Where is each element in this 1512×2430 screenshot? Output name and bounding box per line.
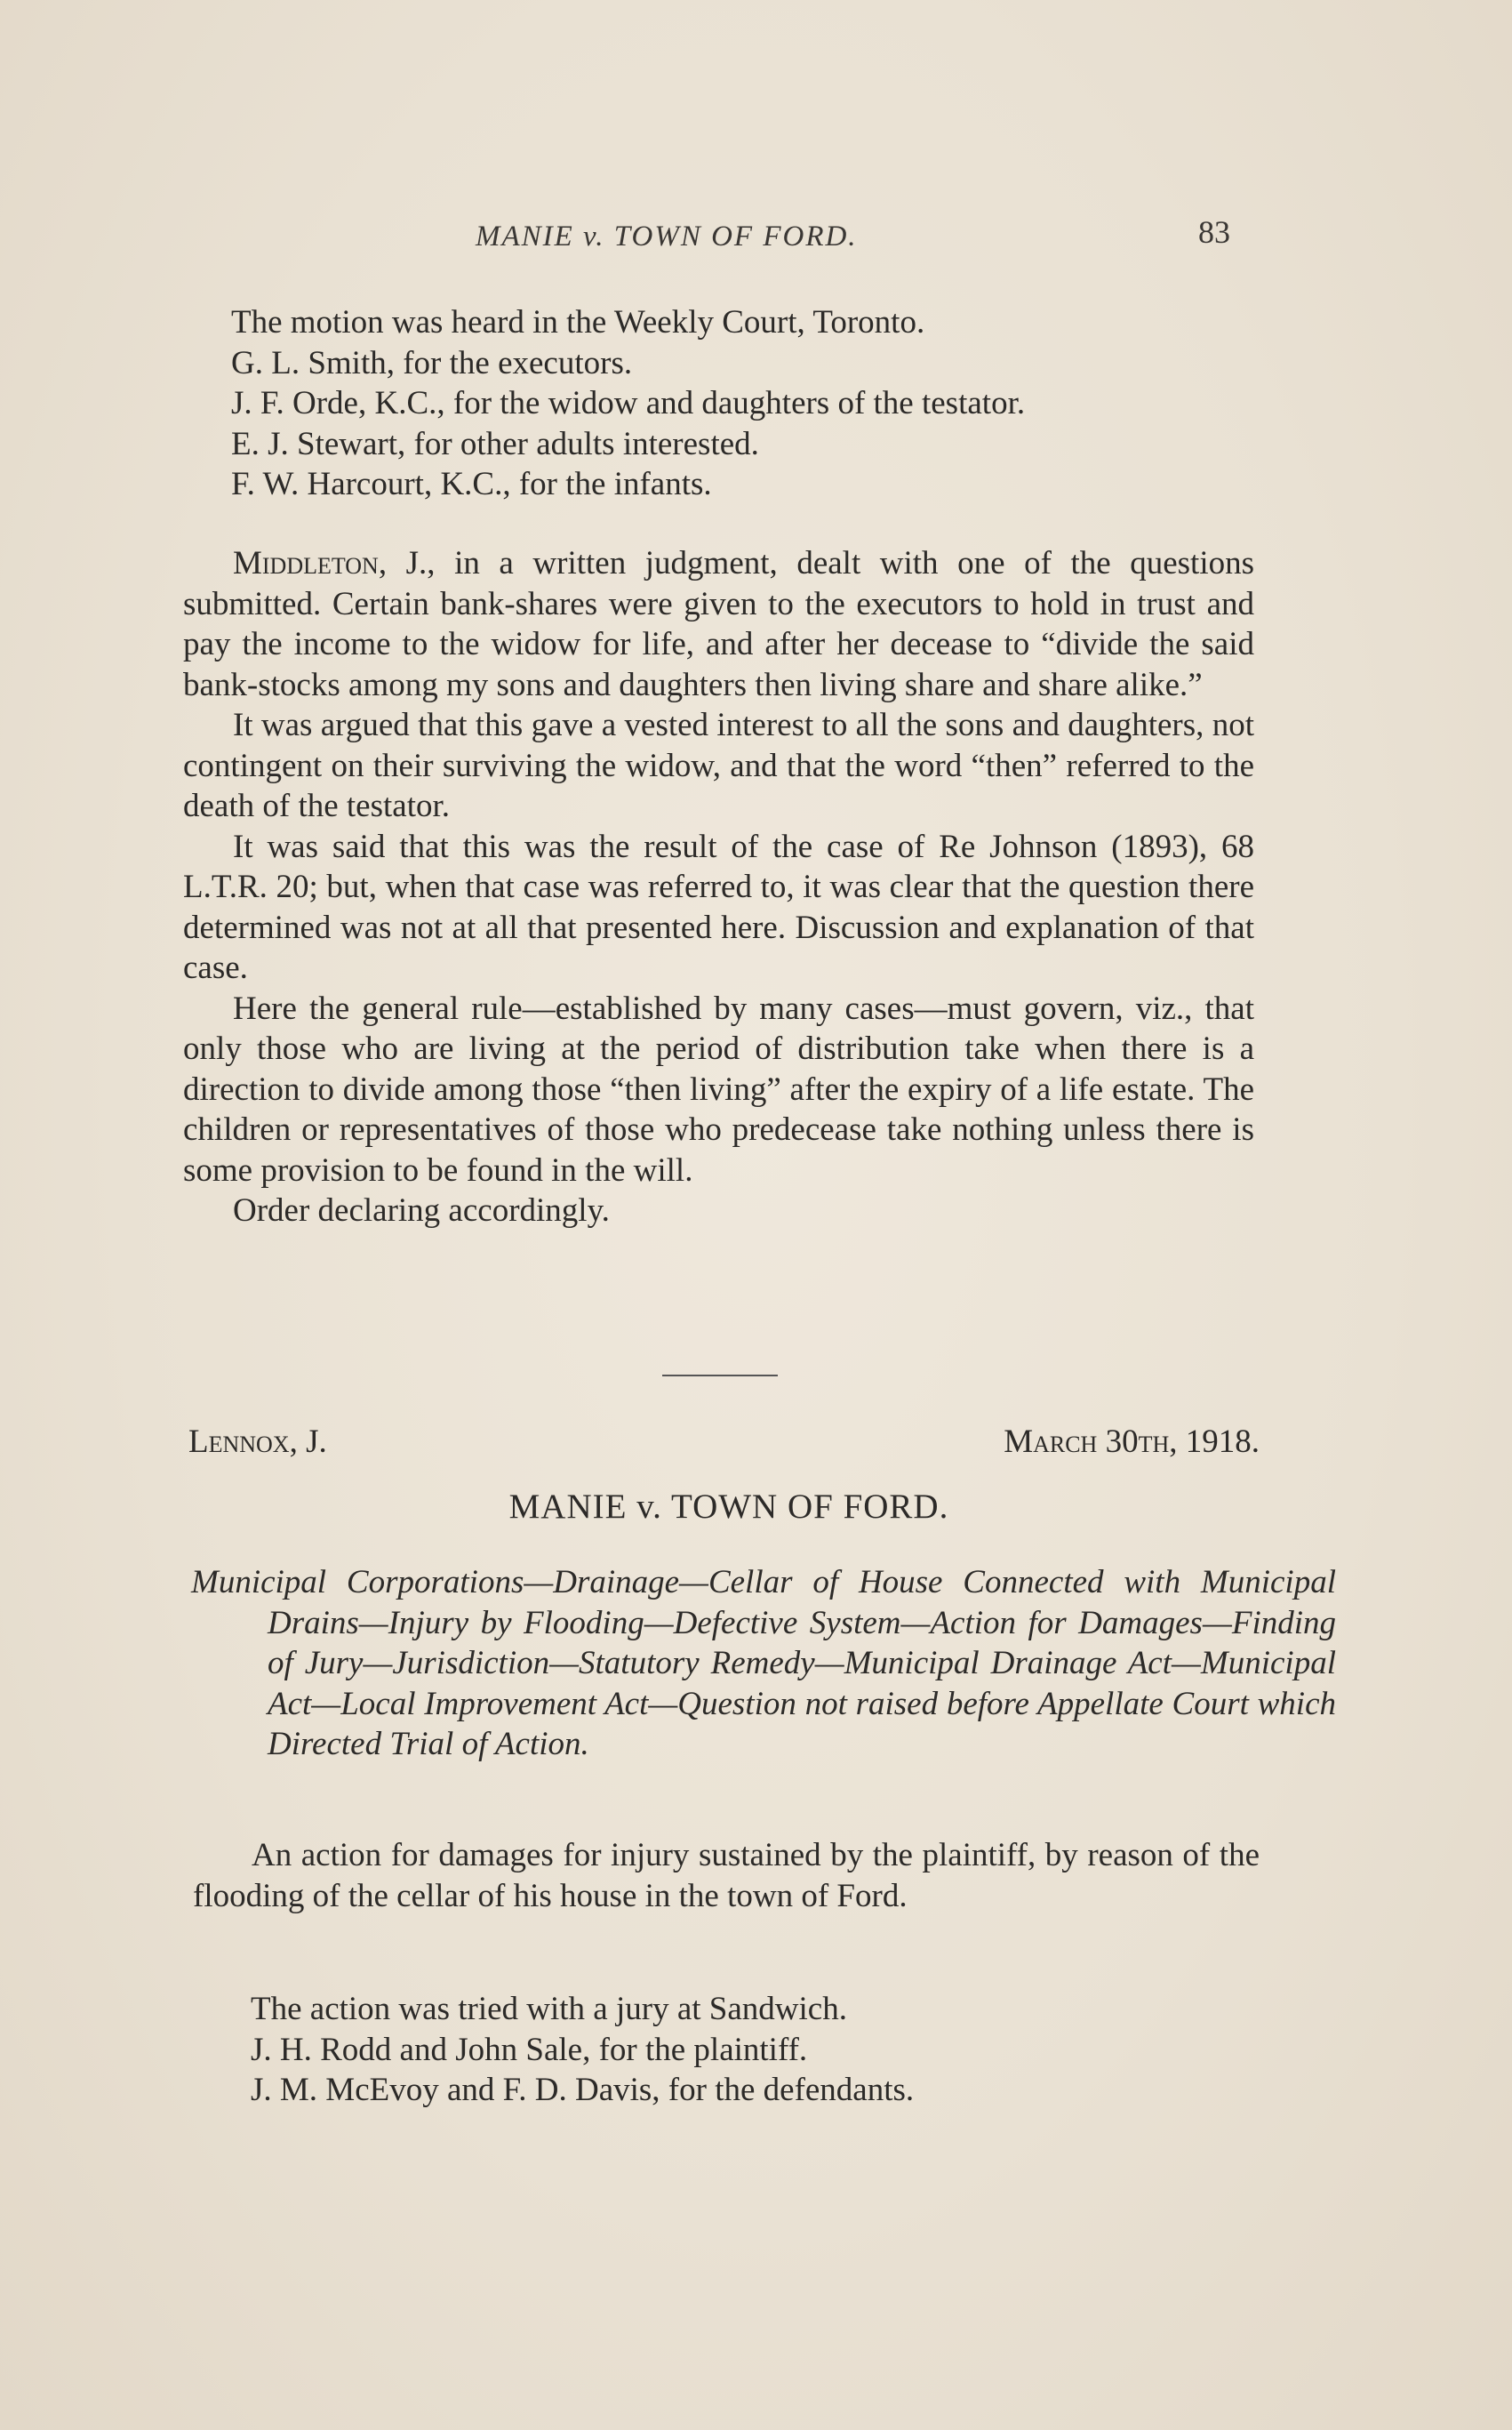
page-number: 83	[1198, 214, 1230, 250]
judgment-paragraph: Middleton, J., in a written judgment, dealt with one of the questions submitted. Certain bank-shares were given to the executors to hold in trust and pay the income to the widow for life, and after her decease to “divide the said bank-stocks among my sons and daughters then living share and share alike.”	[183, 545, 1254, 703]
judgment-paragraph: Here the general rule—established by many cases—must govern, viz., that only those who are living at the period of distribution take when there is a direction to divide among those “then living” after the expiry of a life estate. The children or representatives of those who predecease take nothing unless there is some provision to be found in the will.	[183, 990, 1254, 1189]
judgment-paragraph: It was argued that this gave a vested interest to all the sons and daughters, not contingent on their surviving the widow, and that the word “then” referred to the death of the testator.	[183, 707, 1254, 824]
counsel-line: G. L. Smith, for the executors.	[231, 344, 633, 381]
counsel-line: The motion was heard in the Weekly Court, Toronto.	[231, 304, 925, 341]
case-title: MANIE v. TOWN OF FORD.	[508, 1488, 949, 1526]
trial-counsel	[251, 1989, 1264, 2111]
case-meta	[188, 1423, 1260, 1461]
judgment-text	[183, 543, 1254, 1231]
judgment-paragraph: It was said that this was the result of the case of Re Johnson (1893), 68 L.T.R. 20; but, when that case was referred to, it was clear that the question there determined was not at all that presented here. Discussion and explanation of that case.	[183, 828, 1254, 986]
counsel-line: F. W. Harcourt, K.C., for the infants.	[231, 466, 712, 502]
judgment-paragraph: Order declaring accordingly.	[233, 1192, 610, 1229]
running-title: MANIE v. TOWN OF FORD.	[476, 221, 858, 253]
counsel-line: J. F. Orde, K.C., for the widow and daughters of the testator.	[231, 385, 1026, 421]
counsel-list	[231, 302, 1262, 505]
case-date: March 30th, 1918.	[1004, 1424, 1260, 1460]
trial-line: J. H. Rodd and John Sale, for the plaintiff.	[251, 2031, 808, 2068]
action-paragraph: An action for damages for injury sustained by the plaintiff, by reason of the flooding of the cellar of his house in the town of Ford.	[193, 1837, 1260, 1914]
judge-name: Middleton	[233, 545, 379, 581]
trial-line: The action was tried with a jury at Sandwich.	[251, 1991, 847, 2027]
case-judge: Lennox, J.	[188, 1424, 327, 1460]
trial-line: J. M. McEvoy and F. D. Davis, for the defendants.	[251, 2072, 915, 2108]
counsel-line: E. J. Stewart, for other adults interested.	[231, 425, 759, 462]
section-divider	[662, 1375, 778, 1376]
headnote: Municipal Corporations—Drainage—Cellar of House Connected with Municipal Drains—Injury by Flooding—Defective System—Action for Damages—Finding of Jury—Jurisdiction—Statutory Remedy—Municipal Drainage Act—Municipal Act—Local Improvement Act—Question not raised before Appellate Court which Directed Trial of Action.	[191, 1564, 1336, 1762]
action-summary	[193, 1835, 1260, 1916]
